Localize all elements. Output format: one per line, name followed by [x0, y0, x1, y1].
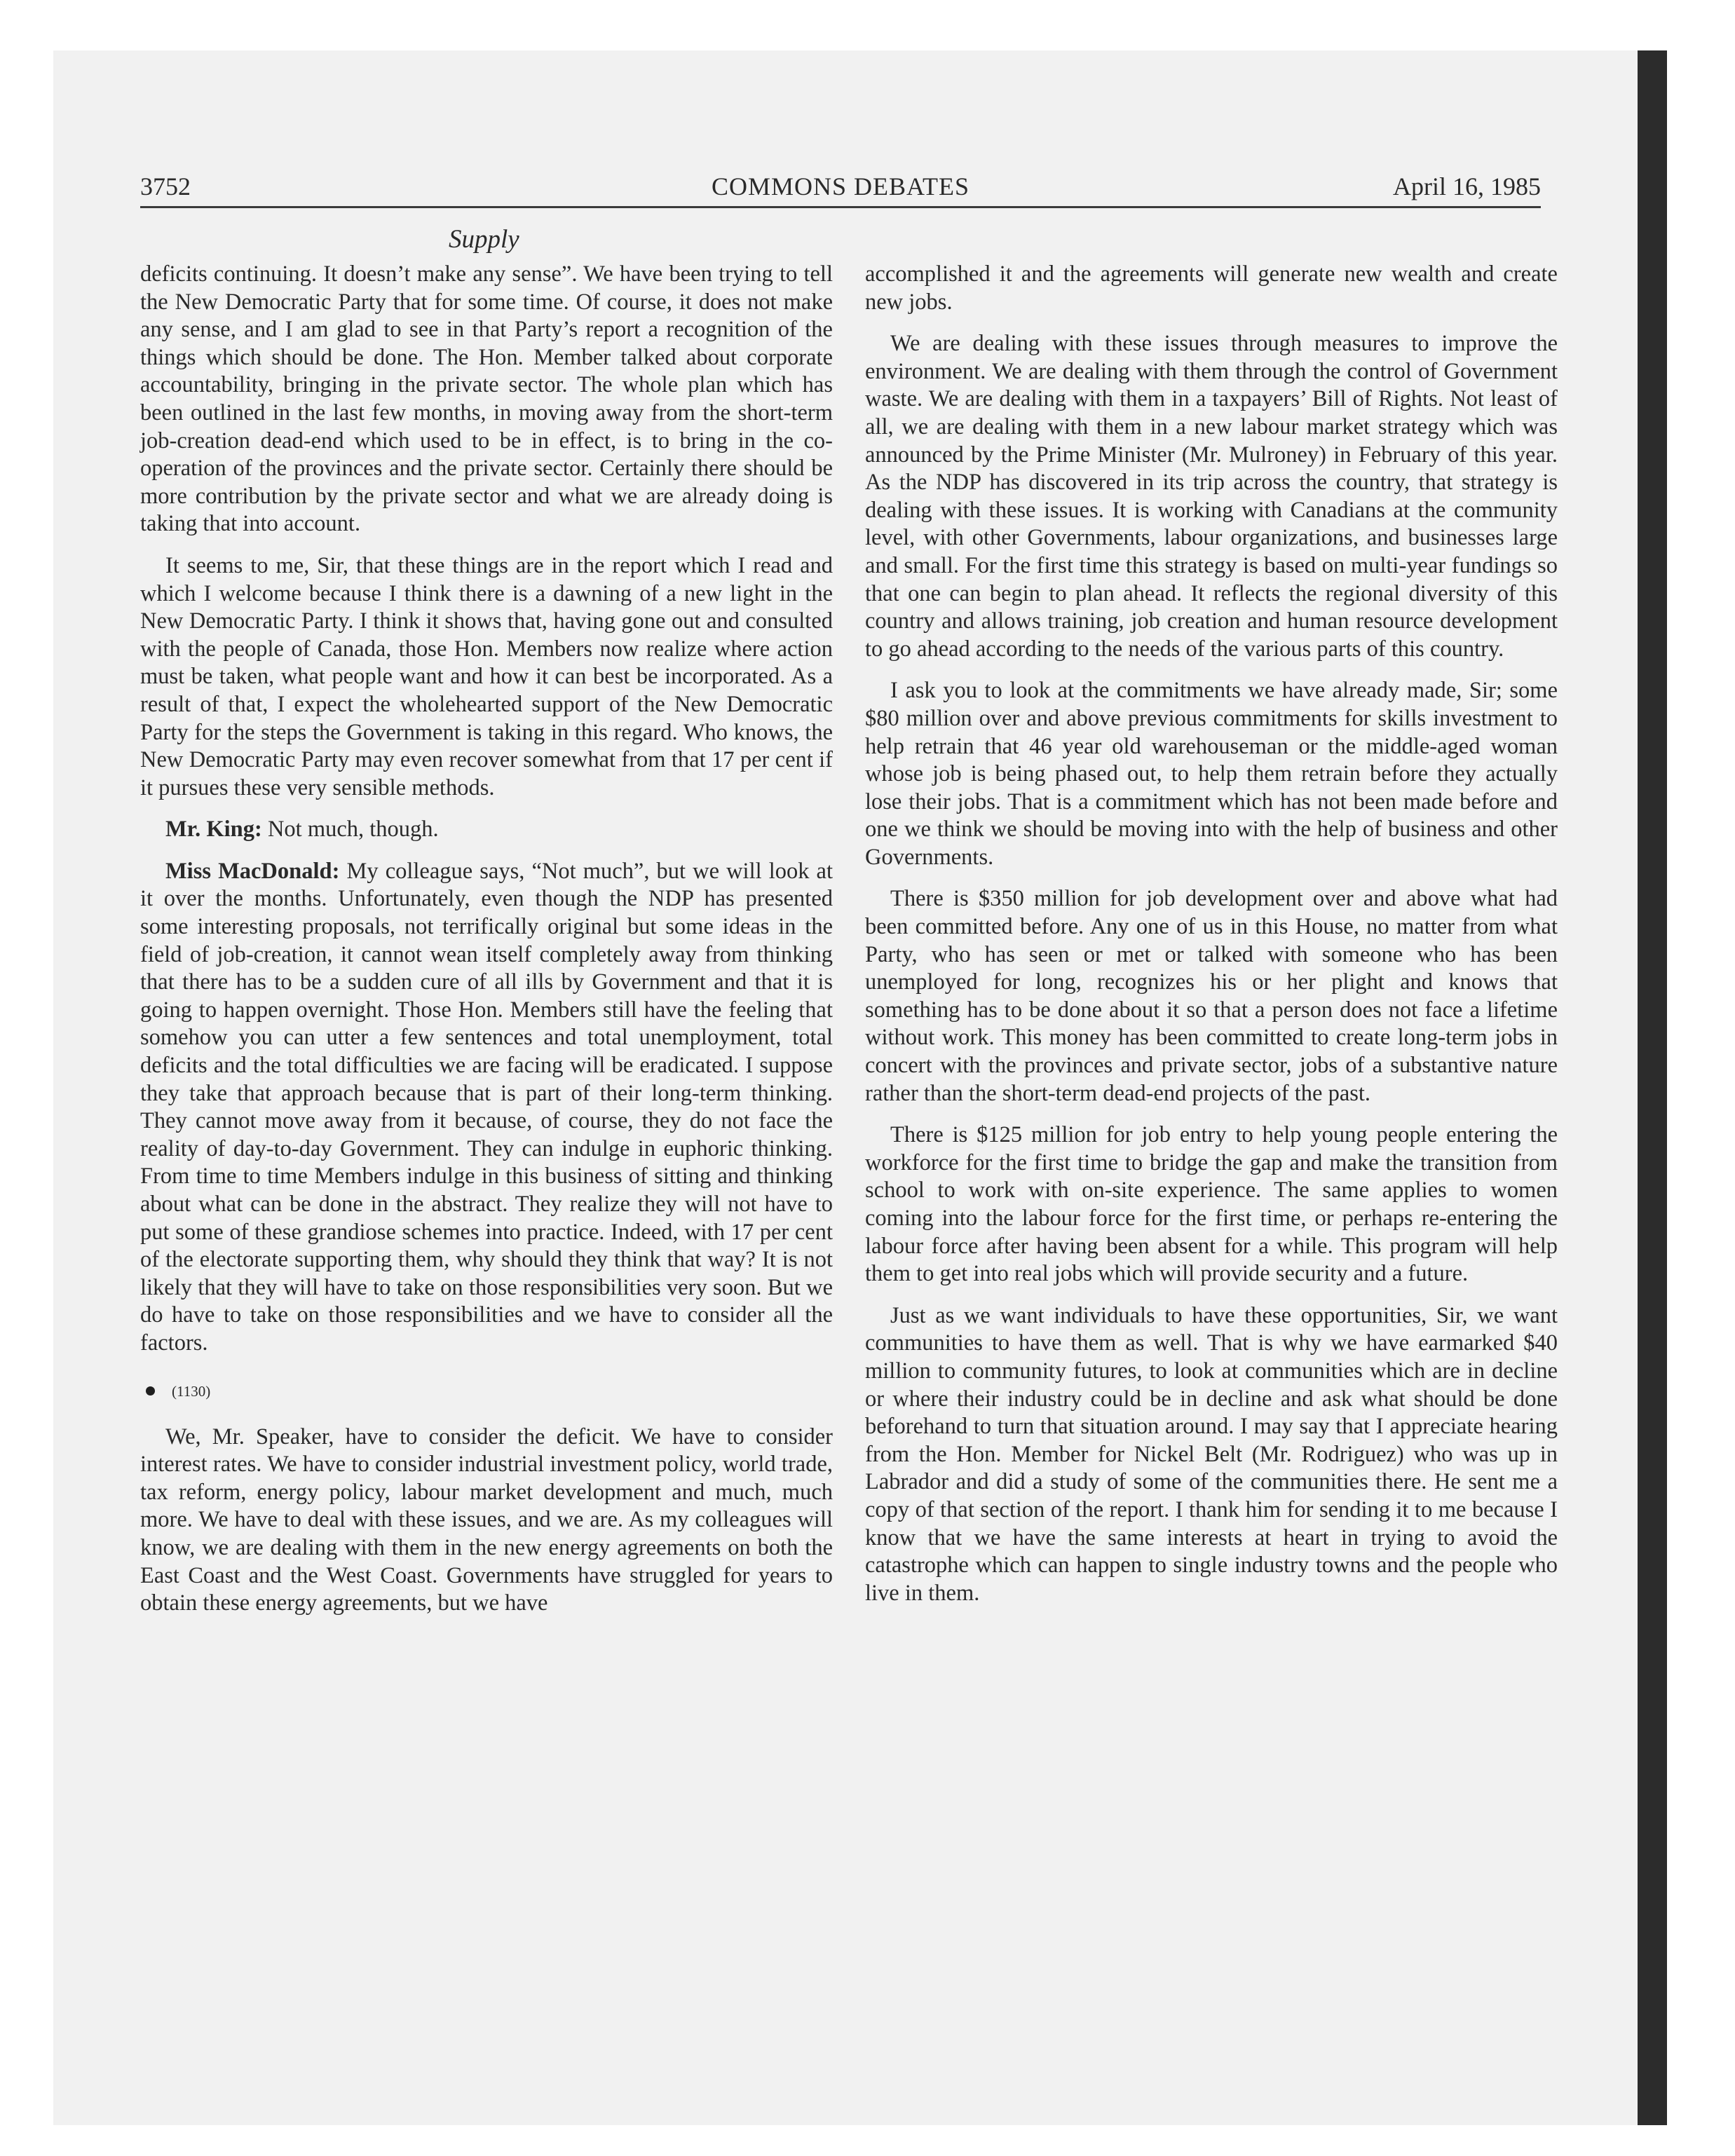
publication-title: COMMONS DEBATES: [711, 172, 970, 200]
scan-edge-shadow: [1638, 50, 1667, 2125]
speech-paragraph: [140, 858, 833, 1358]
section-title: Supply: [449, 225, 519, 254]
speech-text: My colleague says, “Not much”, but we will look at it over the months. Unfortunately, even though the NDP has presented some interesting proposals, not terrifically original but some ideas in the field of job-creation, it cannot wean itself completely away from thinking that there has to be a sudden cure of all ills by Government and that it is going to happen overnight. Those Hon. Members still have the feeling that somehow you can utter a few sentences and total unemployment, total deficits and the total difficulties we are facing will be eradicated. I suppose they take that approach because that is part of their long-term thinking. They cannot move away from it because, of course, they do not face the reality of day-to-day Government. They can indulge in euphoric thinking. From time to time Members indulge in this business of sitting and thinking about what can be done in the abstract. They realize they will not have to put some of these grandiose schemes into practice. Indeed, with 17 per cent of the electorate supporting them, why should they think that way? It is not likely that they will have to take on those responsibilities very soon. But we do have to take on those responsibilities and we have to consider all the factors.: [140, 858, 834, 1356]
paragraph: Just as we want individuals to have these opportunities, Sir, we want communities to have them as well. That is why we have earmarked $40 million to community futures, to look at communities which are in decline or where their industry could be in decline and ask what should be done beforehand to turn that situation around. I may say that I appreciate hearing from the Hon. Member for Nickel Belt (Mr. Rodriguez) who was up in Labrador and did a study of some of the communities there. He sent me a copy of that section of the report. I thank him for sending it to me because I know that we have the same interests at heart in trying to avoid the catastrophe which can happen to single industry towns and the people who live in them.: [865, 1302, 1558, 1606]
paragraph: There is $350 million for job development over and above what had been committed before. Any one of us in this House, no matter from what Party, who has seen or met or talked with someone who has been unemployed for long, recognizes his or her plight and knows that something has to be done about it so that a person does not face a lifetime without work. This money has been committed to create long-term jobs in concert with the provinces and private sector, jobs of a substantive nature rather than the short-term dead-end projects of the past.: [865, 886, 1558, 1106]
paragraph: It seems to me, Sir, that these things are in the report which I read and which I welcome because I think there is a dawning of a new light in the New Democratic Party. I think it shows that, having gone out and consulted with the people of Canada, those Hon. Members now realize where action must be taken, what people want and how it can best be incorporated. As a result of that, I expect the wholehearted support of the New Democratic Party for the steps the Government is taking in this regard. Who knows, the New Democratic Party may even recover somewhat from that 17 per cent if it pursues these very sensible methods.: [140, 552, 833, 800]
time-marker: [140, 1377, 833, 1405]
paragraph: We are dealing with these issues through measures to improve the environment. We are dealing with them through the control of Government waste. We are dealing with them in a taxpayers’ Bill of Rights. Not least of all, we are dealing with them in a new labour market strategy which was announced by the Prime Minister (Mr. Mulroney) in February of this year. As the NDP has discovered in its trip across the country, that strategy is dealing with these issues. It is working with Canadians at the community level, with other Governments, labour organizations, and businesses large and small. For the first time this strategy is based on multi-year fundings so that one can begin to plan ahead. It reflects the regional diversity of this country and allows training, job creation and human resource development to go ahead according to the needs of the various parts of this country.: [865, 331, 1558, 662]
speaker-name: Mr. King:: [165, 817, 262, 842]
page-number: 3752: [140, 172, 191, 200]
left-column: [140, 261, 833, 1632]
speaker-name: Miss MacDonald:: [165, 858, 340, 884]
paragraph: I ask you to look at the commitments we have already made, Sir; some $80 million over and above previous commitments for skills investment to help retrain that 46 year old warehouseman or the middle-aged woman whose job is being phased out, to help them retrain before they actually lose their jobs. That is a commitment which has not been made before and one we think we should be moving into with the help of business and other Governments.: [865, 678, 1558, 870]
publication-date: April 16, 1985: [1393, 172, 1541, 200]
paragraph: There is $125 million for job entry to help young people entering the workforce for the first time to bridge the gap and make the transition from school to work with on-site experience. The same applies to women coming into the labour force for the first time, or perhaps re-entering the labour force after having been absent for a while. This program will help them to get into real jobs which will provide security and a future.: [865, 1122, 1558, 1287]
paragraph: We, Mr. Speaker, have to consider the deficit. We have to consider interest rates. We have to consider industrial investment policy, world trade, tax reform, energy policy, labour market development and much, much more. We have to deal with these issues, and we are. As my colleagues will know, we are dealing with them in the new energy agreements on both the East Coast and the West Coast. Governments have struggled for years to obtain these energy agreements, but we have: [140, 1424, 833, 1616]
page-header: [140, 167, 1541, 206]
paragraph: deficits continuing. It doesn’t make any sense”. We have been trying to tell the New Democratic Party that for some time. Of course, it does not make any sense, and I am glad to see in that Party’s report a recognition of the things which should be done. The Hon. Member talked about corporate accountability, bringing in the private sector. The whole plan which has been outlined in the last few months, in moving away from the short-term job-creation dead-end which used to be in effect, is to bring in the co-operation of the provinces and the private sector. Certainly there should be more contribution by the private sector and what we are already doing is taking that into account.: [140, 261, 833, 537]
speech-paragraph: [140, 816, 833, 844]
paragraph: accomplished it and the agreements will generate new wealth and create new jobs.: [865, 261, 1558, 315]
time-marker-text: (1130): [172, 1382, 211, 1400]
header-rule: [140, 206, 1541, 208]
speech-text: Not much, though.: [267, 817, 439, 842]
bullet-icon: [146, 1386, 155, 1396]
right-column: [865, 261, 1558, 1621]
